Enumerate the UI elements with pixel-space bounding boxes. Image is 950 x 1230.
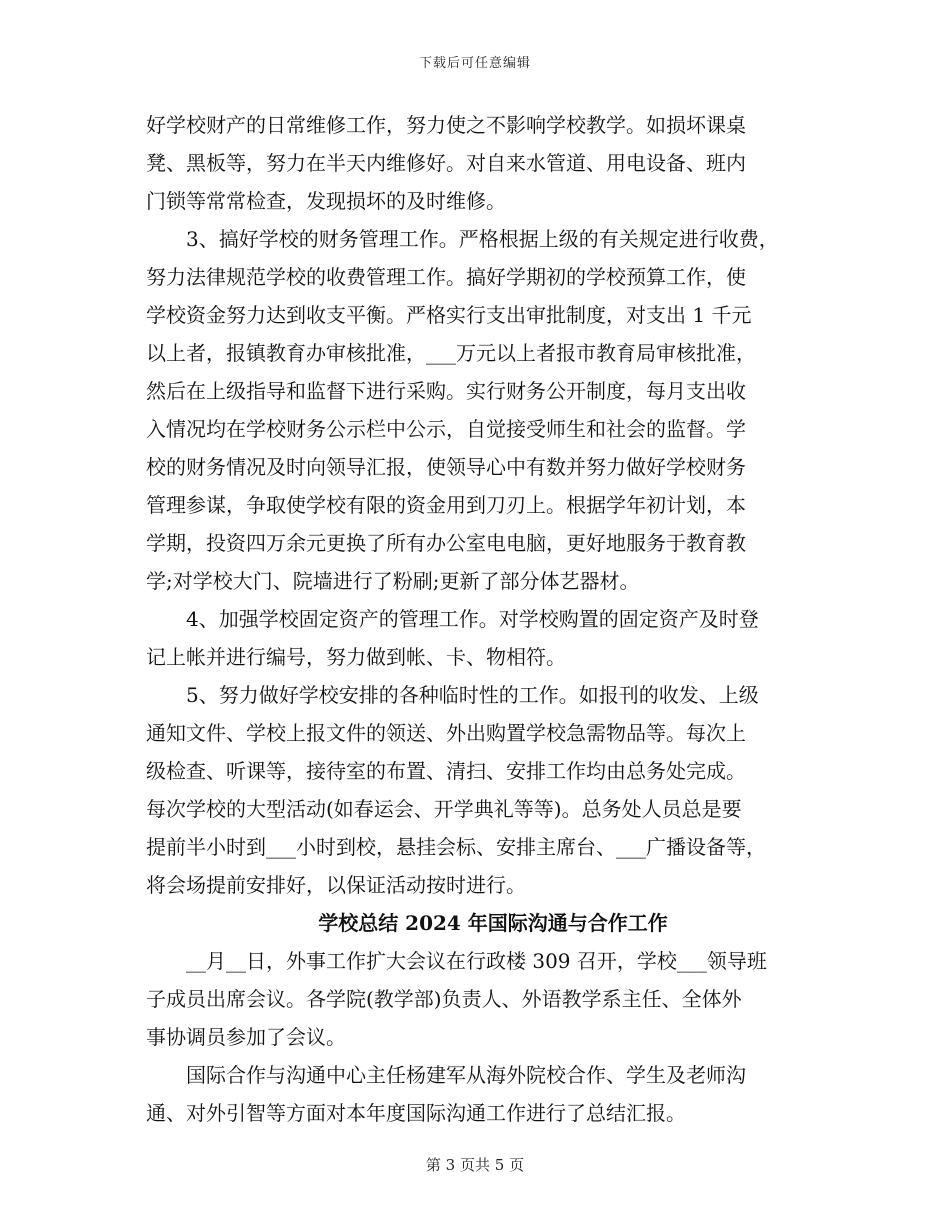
paragraph-line: 3、搞好学校的财务管理工作。严格根据上级的有关规定进行收费， <box>146 227 779 251</box>
paragraph-line: 入情况均在学校财务公示栏中公示，自觉接受师生和社会的监督。学 <box>146 417 746 441</box>
paragraph-line: 国际合作与沟通中心主任杨建军从海外院校合作、学生及老师沟 <box>146 1063 746 1087</box>
paragraph-line: 努力法律规范学校的收费管理工作。搞好学期初的学校预算工作，使 <box>146 265 746 289</box>
paragraph-line: 通知文件、学校上报文件的领送、外出购置学校急需物品等。每次上 <box>146 721 746 745</box>
section-title: 学校总结 2024 年国际沟通与合作工作 <box>318 911 668 935</box>
document-body <box>146 106 810 1132</box>
paragraph-line: 校的财务情况及时向领导汇报，使领导心中有数并努力做好学校财务 <box>146 455 746 479</box>
page-footer: 第 3 页共 5 页 <box>425 1156 525 1174</box>
paragraph-line: 学;对学校大门、院墙进行了粉刷;更新了部分体艺器材。 <box>146 569 640 593</box>
paragraph-line: 然后在上级指导和监督下进行采购。实行财务公开制度，每月支出收 <box>146 379 746 403</box>
paragraph-line: 每次学校的大型活动(如春运会、开学典礼等等)。总务处人员总是要 <box>146 797 742 821</box>
paragraph-line: 以上者，报镇教育办审核批准，___万元以上者报市教育局审核批准， <box>146 341 756 365</box>
paragraph-line: 级检查、听课等，接待室的布置、清扫、安排工作均由总务处完成。 <box>146 759 746 783</box>
paragraph-line: 学期，投资四万余元更换了所有办公室电电脑，更好地服务于教育教 <box>146 531 746 555</box>
paragraph-line: __月__日，外事工作扩大会议在行政楼 309 召开，学校___领导班 <box>146 949 767 973</box>
paragraph-line: 凳、黑板等，努力在半天内维修好。对自来水管道、用电设备、班内 <box>146 151 746 175</box>
paragraph-line: 4、加强学校固定资产的管理工作。对学校购置的固定资产及时登 <box>146 607 759 631</box>
paragraph-line: 提前半小时到___小时到校，悬挂会标、安排主席台、___广播设备等， <box>146 835 766 859</box>
paragraph-line: 记上帐并进行编号，努力做到帐、卡、物相符。 <box>146 645 566 669</box>
paragraph-line: 5、努力做好学校安排的各种临时性的工作。如报刊的收发、上级 <box>146 683 759 707</box>
paragraph-line: 门锁等常常检查，发现损坏的及时维修。 <box>146 189 506 213</box>
paragraph-line: 子成员出席会议。各学院(教学部)负责人、外语教学系主任、全体外 <box>146 987 742 1011</box>
paragraph-line: 事协调员参加了会议。 <box>146 1025 346 1049</box>
paragraph-line: 通、对外引智等方面对本年度国际沟通工作进行了总结汇报。 <box>146 1101 686 1125</box>
paragraph-line: 好学校财产的日常维修工作，努力使之不影响学校教学。如损坏课桌 <box>146 113 746 137</box>
page-header: 下载后可任意编辑 <box>418 56 531 71</box>
paragraph-line: 将会场提前安排好，以保证活动按时进行。 <box>146 873 526 897</box>
paragraph-line: 学校资金努力达到收支平衡。严格实行支出审批制度，对支出 1 千元 <box>146 303 752 327</box>
paragraph-line: 管理参谋，争取使学校有限的资金用到刀刃上。根据学年初计划，本 <box>146 493 746 517</box>
